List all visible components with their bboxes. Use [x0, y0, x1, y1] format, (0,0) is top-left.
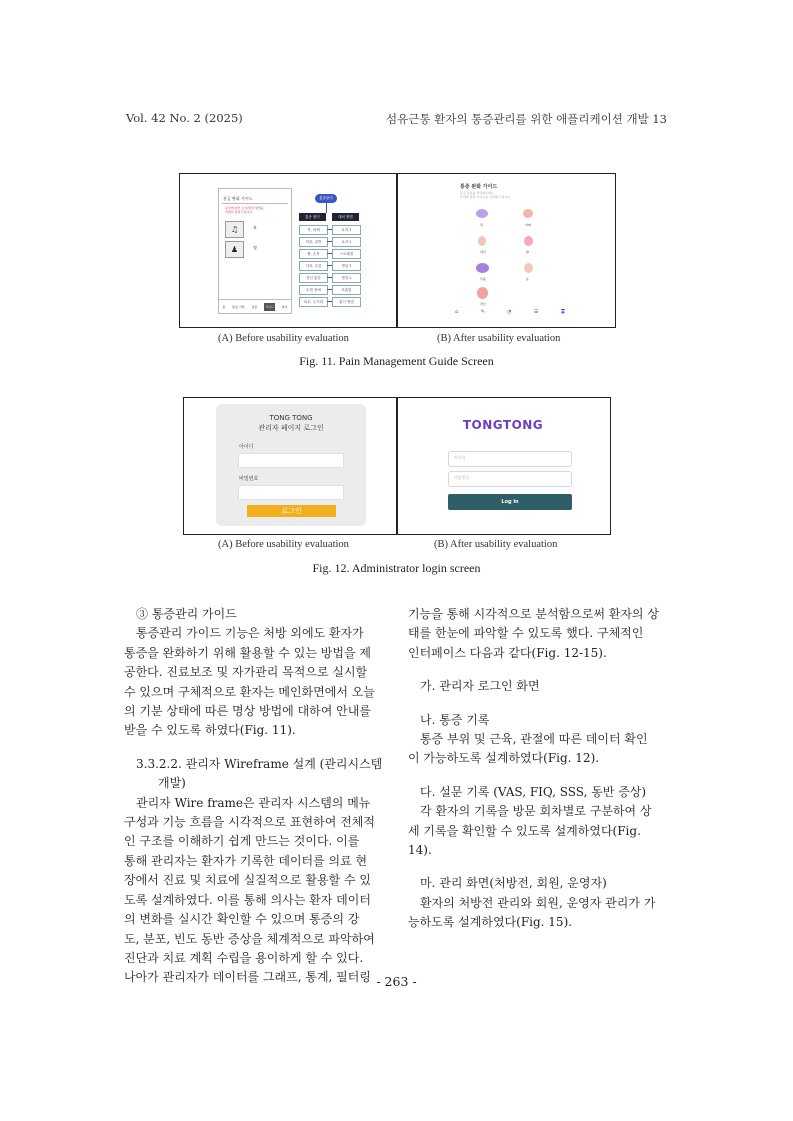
fig11-before-title: 통증 완화 가이드 — [223, 196, 253, 201]
body-line: 14). — [408, 843, 432, 858]
fig12-sub-b: (B) After usability evaluation — [434, 539, 558, 550]
back-icon[interactable] — [478, 236, 486, 246]
fig12-after-pw-input[interactable] — [448, 471, 572, 487]
figure-12 — [183, 397, 611, 535]
fig11-after-label-upper-back: 등 — [526, 277, 529, 281]
running-header-volume: Vol. 42 No. 2 (2025) — [126, 111, 243, 125]
whole-body-icon[interactable] — [477, 287, 488, 299]
fig11-flow-connector — [326, 203, 327, 213]
body-line: 수 있으며 구체적으로 환자는 메인화면에서 오늘 — [124, 684, 375, 699]
survey-icon[interactable]: ☰ — [533, 309, 539, 315]
body-line: 통증관리 가이드 기능은 처방 외에도 환자가 — [136, 626, 364, 641]
fig11-flow-right-row: 요가 1 — [332, 225, 361, 235]
fig11-flow-center: 통증관리 — [315, 194, 337, 203]
body-line: 태를 한눈에 파악할 수 있도록 했다. 구체적인 — [408, 626, 644, 641]
fig11-after-title: 통증 완화 가이드 — [460, 184, 498, 190]
fig11-before-tabbar — [219, 299, 291, 314]
left-column — [124, 605, 386, 988]
body-line: 인 구조를 이해하기 쉽게 만드는 것이다. 이를 — [124, 834, 360, 849]
section-heading-admin-wireframe: 3.3.2.2. 관리자 Wireframe 설계 (관리시스템 — [136, 756, 383, 771]
body-line: 환자의 처방전 관리와 회원, 운영자 관리가 가 — [420, 895, 656, 910]
page-number: - 263 - — [376, 974, 417, 989]
fig11-flow-left-row: 다리, 무릎 — [299, 261, 328, 271]
chart-icon[interactable]: ◔ — [507, 309, 512, 315]
fig11-flow-right-head: 대처 방법 — [332, 213, 359, 221]
knee-icon[interactable] — [476, 263, 489, 273]
section-heading-pain-guide: ③ 통증관리 가이드 — [136, 607, 237, 621]
fig11-flow-right-row: 명상 1 — [332, 261, 361, 271]
fig11-before-item2-label: 명 — [253, 245, 257, 250]
fig11-tab-home: 홈 — [222, 305, 226, 309]
body-line: 받을 수 있도록 하였다(Fig. 11). — [124, 723, 296, 738]
fig11-flow-right-row: 휴식 방법 — [332, 297, 361, 307]
fig12-sub-a: (A) Before usability evaluation — [218, 539, 349, 550]
fig11-sub-b: (B) After usability evaluation — [437, 333, 561, 344]
fig11-tab-guide: 가이드 — [265, 305, 274, 309]
fig12-before-pw-input[interactable] — [238, 485, 344, 500]
body-line: 도록 설계하였다. 이를 통해 의사는 환자 데이터 — [124, 892, 371, 907]
fig11-after-label-arm: 팔 — [526, 250, 529, 254]
body-line: 의 기분 상태에 따른 명상 방법에 대하여 안내를 — [124, 704, 371, 719]
fig11-after-label-neck: 목 — [480, 223, 483, 227]
fig12-after-pw-placeholder: 비밀번호 — [454, 475, 470, 480]
fig11-flow-right-row: 요가 2 — [332, 237, 361, 247]
fig12-before-id-input[interactable] — [238, 453, 344, 468]
fig12-before-title-2: 관리자 페이지 로그인 — [258, 424, 324, 432]
body-line: 세 기록을 확인할 수 있도록 설계하였다(Fig. — [408, 823, 641, 838]
home-icon[interactable]: ⌂ — [455, 309, 459, 315]
fig11-flow-right-row: 호흡법 — [332, 285, 361, 295]
body-line: 기능을 통해 시각적으로 분석함으로써 환자의 상 — [408, 607, 659, 621]
body-line: 통증 부위 및 근육, 관절에 따른 데이터 확인 — [420, 732, 648, 747]
subsection-pain-record: 나. 통증 기록 — [420, 712, 490, 727]
fig11-after-label-shoulder: 어깨 — [525, 223, 531, 227]
body-line: 구성과 기능 흐름을 시각적으로 표현하여 전체적 — [124, 815, 375, 830]
shoulder-icon[interactable] — [523, 209, 533, 218]
fig11-before-divider — [222, 203, 288, 204]
fig12-before-id-label: 아이디 — [239, 444, 254, 450]
fig11-flow-right-row: 명상 2 — [332, 273, 361, 283]
fig11-after-label-knee: 무릎 — [480, 277, 486, 281]
fig11-flow-left-row: 수면 장애 — [299, 285, 328, 295]
figure-11 — [179, 173, 616, 328]
fig11-before-item1-box: ♫ — [225, 221, 244, 238]
fig11-flow-left-row: 전신 통증 — [299, 273, 328, 283]
fig11-flow-left-row: 피로, 무기력 — [299, 297, 328, 307]
fig12-before-title-1: TONG TONG — [269, 414, 313, 422]
fig11-before-note-1: 증상에 따른 요가/명상 방법을 — [225, 206, 264, 210]
fig12-before-pw-label: 비밀번호 — [239, 476, 259, 482]
record-icon[interactable]: ✎ — [480, 309, 485, 315]
fig12-before-panel — [216, 404, 366, 526]
fig11-after-label-body: 전신 — [480, 302, 486, 306]
body-line: 이 가능하도록 설계하였다(Fig. 12). — [408, 751, 600, 766]
fig11-after-label-back: 허리 — [480, 250, 486, 254]
subsection-survey-record: 다. 설문 기록 (VAS, FIQ, SSS, 동반 증상) — [420, 784, 647, 799]
fig11-after-sub-2: 부위별 맞춤 가이드를 안내해 드립니다 — [460, 195, 511, 199]
body-line: 진단과 치료 계획 수립을 용이하게 할 수 있다. — [124, 950, 364, 965]
fig11-flow-left-row: 팔, 손목 — [299, 249, 328, 259]
neck-icon[interactable] — [476, 209, 488, 218]
fig11-before-phone — [218, 188, 292, 314]
fig11-tab-record: 통증 기록 — [232, 305, 245, 309]
body-line: 통해 관리자는 환자가 기록한 데이터를 의료 현 — [124, 853, 368, 868]
body-line: 도, 분포, 빈도 동반 증상을 체계적으로 파악하여 — [124, 931, 375, 946]
subsection-admin-login: 가. 관리자 로그인 화면 — [420, 679, 540, 694]
fig11-after-tabbar — [455, 307, 565, 317]
fig12-after-logo: TONGTONG — [462, 418, 544, 432]
body-line: 각 환자의 기록을 방문 회차별로 구분하여 상 — [420, 804, 652, 819]
arm-icon[interactable] — [524, 236, 533, 246]
running-header-title: 섬유근통 환자의 통증관리를 위한 애플리케이션 개발 13 — [386, 112, 667, 126]
right-column — [408, 605, 670, 933]
fig11-before-note-2: 자세히 알려드립니다. — [225, 210, 253, 214]
fig11-before-item2-box: ♟ — [225, 241, 244, 258]
subsection-management: 마. 관리 화면(처방전, 회원, 운영자) — [420, 876, 607, 891]
fig11-caption: Fig. 11. Pain Management Guide Screen — [299, 354, 494, 368]
guide-icon[interactable]: ✚ — [560, 309, 565, 316]
figure-11-divider — [396, 174, 398, 327]
fig11-flow-left-row: 허리, 골반 — [299, 237, 328, 247]
fig11-sub-a: (A) Before usability evaluation — [218, 333, 349, 344]
upper-back-icon[interactable] — [524, 263, 533, 273]
body-line: 관리자 Wire frame은 관리자 시스템의 메뉴 — [136, 795, 371, 810]
fig12-after-id-input[interactable] — [448, 451, 572, 467]
fig11-flow-left-row: 목, 어깨 — [299, 225, 328, 235]
fig11-before-item1-label: 요 — [253, 225, 257, 230]
fig11-tab-survey: 설문 — [251, 305, 258, 309]
fig12-after-id-placeholder: 아이디 — [454, 455, 466, 460]
fig12-after-login-button[interactable]: Log in — [448, 494, 572, 510]
body-line: 공한다. 진료보조 및 자가관리 목적으로 실시할 — [124, 665, 368, 680]
body-line: 장에서 진료 및 치료에 실질적으로 활용할 수 있 — [124, 873, 371, 888]
fig11-flow-left-head: 통증 원인 — [299, 213, 326, 221]
body-line: 나아가 관리자가 데이터를 그래프, 통계, 필터링 — [124, 970, 371, 985]
body-line: 통증을 완화하기 위해 활용할 수 있는 방법을 제 — [124, 645, 371, 660]
fig11-tab-my: 마이 — [281, 305, 288, 309]
body-line: 인터페이스 다음과 같다(Fig. 12-15). — [408, 645, 607, 660]
fig11-flow-right-row: 스트레칭 — [332, 249, 361, 259]
section-heading-admin-wireframe-cont: 개발) — [158, 776, 186, 791]
fig12-caption: Fig. 12. Administrator login screen — [312, 561, 481, 575]
fig12-before-login-button[interactable]: 로그인 — [247, 505, 336, 517]
body-line: 능하도록 설계하였다(Fig. 15). — [408, 915, 573, 930]
body-line: 의 변화를 실시간 확인할 수 있으며 통증의 강 — [124, 912, 360, 927]
fig11-after-sub-1: 통증 부위를 선택해주세요 — [460, 191, 494, 195]
